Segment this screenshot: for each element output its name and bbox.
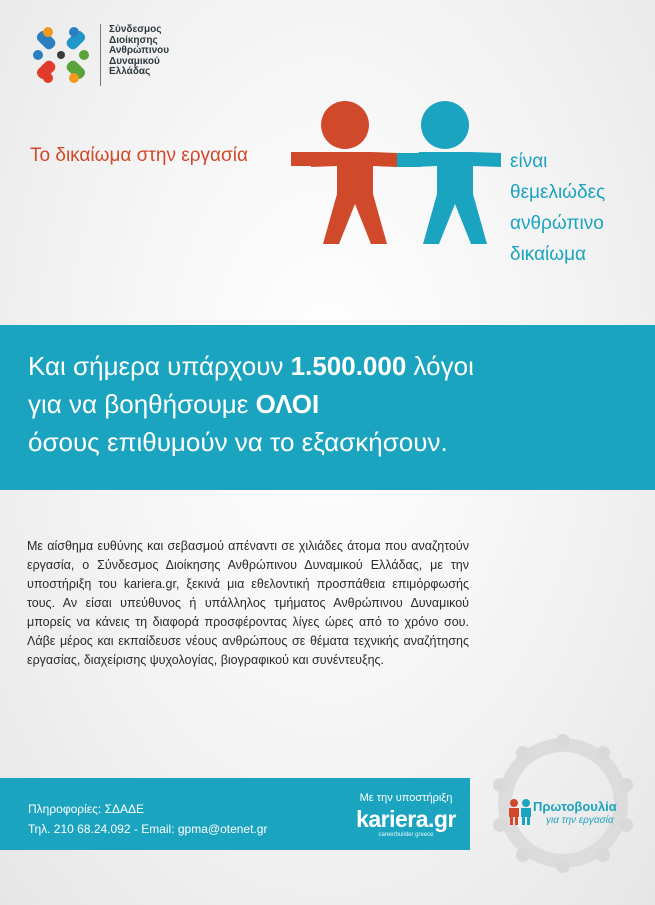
people-circle-logo-icon <box>26 20 96 90</box>
band-all: ΟΛΟΙ <box>255 389 320 419</box>
band-line-1 <box>28 347 474 385</box>
message-band <box>0 325 655 490</box>
kariera-tagline: careerbuilder greece <box>378 832 434 838</box>
logo-line: Ελλάδας <box>109 66 151 77</box>
contact-line: Τηλ. 210 68.24.092 - Email: gpma@otenet.gr <box>28 822 268 836</box>
band-line-2 <box>28 385 474 423</box>
support-label: Με την υποστήριξη <box>359 792 453 804</box>
contact-info <box>28 799 267 839</box>
right-slogan-line: δικαίωμα <box>510 244 587 265</box>
initiative-title: Πρωτοβουλία <box>533 799 617 814</box>
right-slogan <box>510 146 605 270</box>
info-line: Πληροφορίες: ΣΔΑΔΕ <box>28 802 145 816</box>
initiative-people-icon <box>506 798 534 826</box>
logo-line: Διοίκησης <box>109 34 158 46</box>
initiative-subtitle: για την εργασία <box>546 815 614 826</box>
left-slogan: Το δικαίωμα στην εργασία <box>30 145 248 166</box>
logo-divider <box>100 24 101 86</box>
band-line-1-post: λόγοι <box>406 351 474 381</box>
band-text <box>28 347 474 461</box>
sdade-logo <box>26 20 169 90</box>
band-line-3: όσους επιθυμούν να το εξασκήσουν. <box>28 427 448 457</box>
right-slogan-line: θεμελιώδες <box>510 182 606 203</box>
right-slogan-line: είναι <box>510 151 548 172</box>
sponsor-block <box>345 792 467 838</box>
footer-bar <box>0 778 470 850</box>
holding-hands-people-icon <box>289 100 509 250</box>
logo-text <box>109 20 169 78</box>
body-paragraph: Με αίσθημα ευθύνης και σεβασμού απέναντι σε χιλιάδες άτομα που αναζητούν εργασία, ο Σύνδεσμος Διοίκησης Ανθρώπινου Δυναμικού Ελλάδας, με την υποστήριξη του kariera.gr, ξεκινά μια εθελοντική προσπάθεια επιμόρφωσής τους. Αν είσαι υπεύθυνος ή υπάλληλος τμήματος Ανθρώπινου Δυναμικού μπορείς να κάνεις τη διαφορά προσφέροντας λίγες ώρες από το χρόνο σου. Λάβε μέρος και εκπαίδευσε νέους ανθρώπους σε θέματα τεχνικής αναζήτησης εργασίας, διαχείρισης ψυχολογίας, βιογραφικού και συνέντευξης. <box>27 539 469 667</box>
kariera-logo: kariera.gr <box>356 806 456 832</box>
logo-line: Δυναμικού <box>109 55 160 67</box>
right-slogan-line: ανθρώπινο <box>510 213 604 234</box>
logo-line: Ανθρώπινου <box>109 45 170 56</box>
band-number: 1.500.000 <box>290 351 407 381</box>
band-line-1-pre: Και σήμερα υπάρχουν <box>28 351 291 381</box>
logo-line: Σύνδεσμος <box>109 24 162 35</box>
band-line-2-pre: για να βοηθήσουμε <box>28 389 256 419</box>
